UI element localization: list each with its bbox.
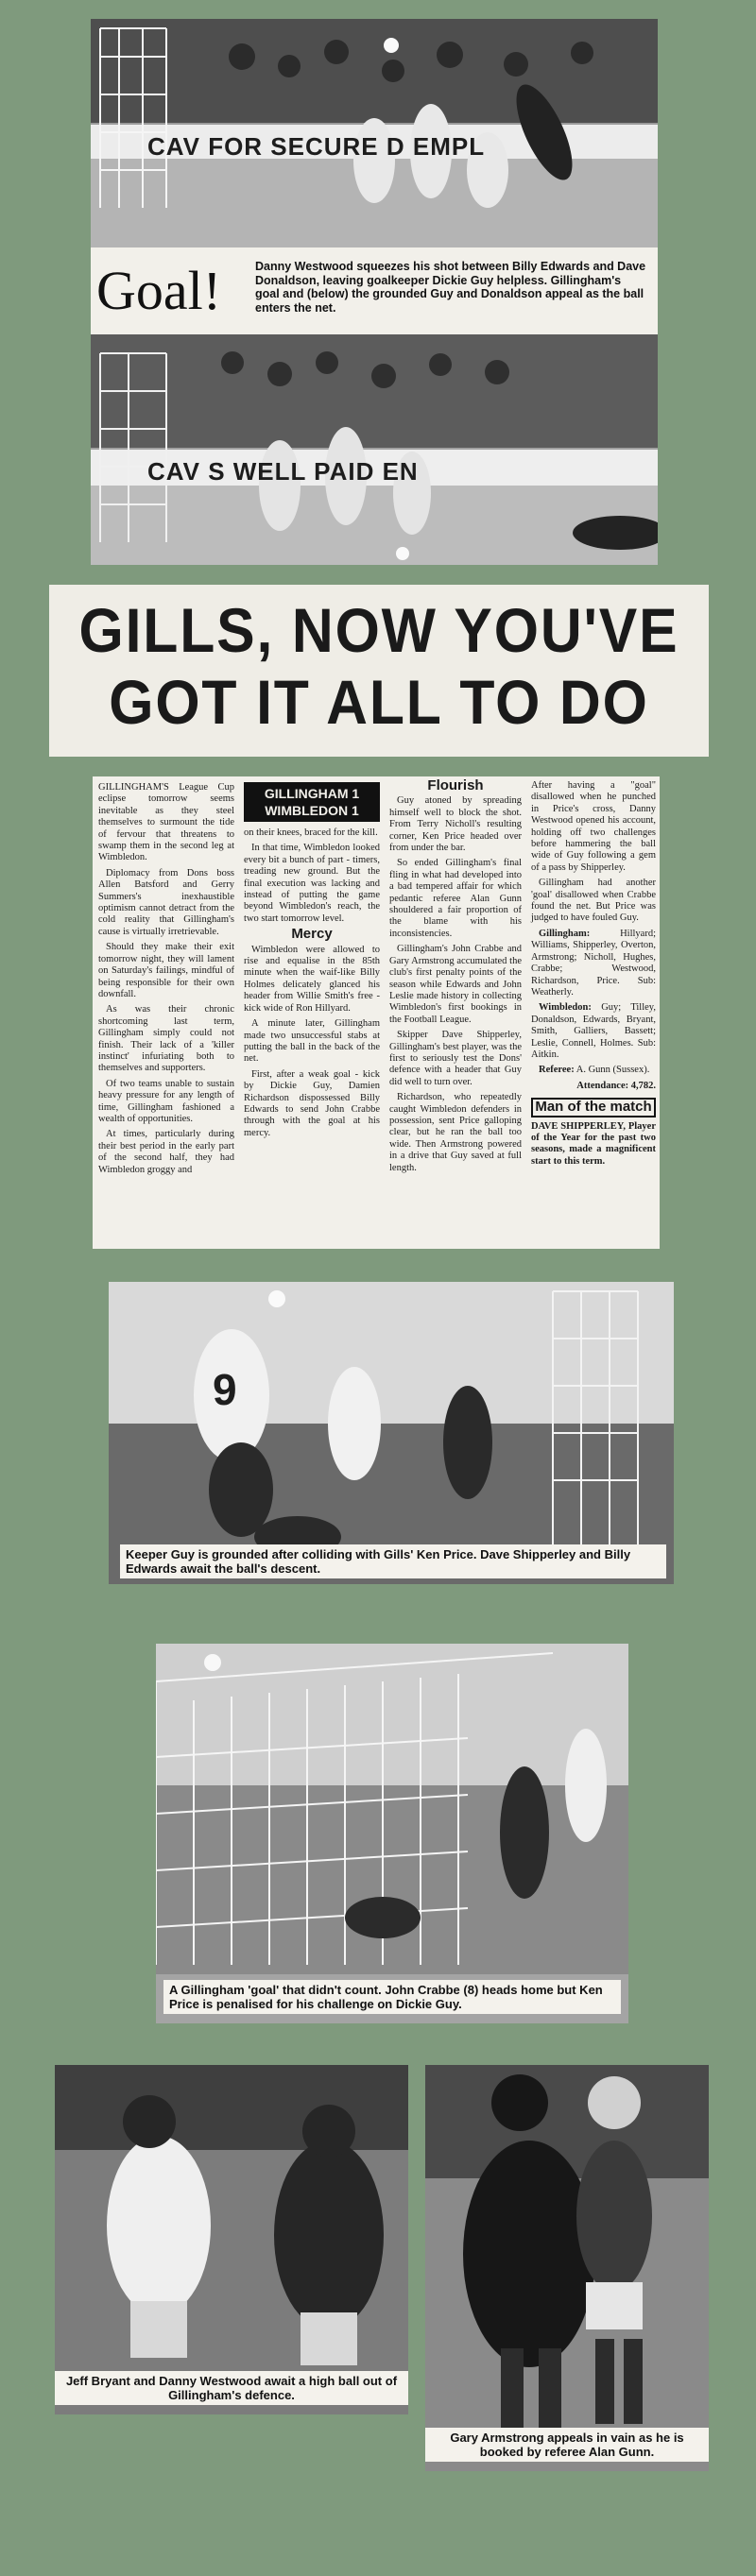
article-paragraph: on their knees, braced for the kill. bbox=[244, 827, 378, 838]
article-column-4 bbox=[531, 780, 656, 1171]
photo-goal-1 bbox=[91, 19, 658, 247]
goal-caption-block bbox=[91, 247, 658, 334]
team-label: Gillingham: bbox=[539, 928, 591, 939]
article-paragraph: Gillingham had another 'goal' disallowed when Crabbe found the net. But Price was judged to have fouled Guy. bbox=[531, 878, 656, 924]
article-paragraph: Skipper Dave Shipperley, Gillingham's best player, was the first to seriously test the Dons' defence with a header that Guy did well to turn over. bbox=[389, 1030, 522, 1087]
team-text: Hillyard; Williams, Shipperley, Overton, Armstrong; Nicholl, Hughes, Crabbe; Westwood, Richardson, Price. Sub: Weatherly. bbox=[531, 928, 656, 998]
article-paragraph: Should they make their exit tomorrow night, they will lament on Saturday's failings, mindful of being responsible for their own downfall. bbox=[98, 942, 234, 999]
article-paragraph: As was their chronic shortcoming last term, Gillingham simply could not finish. Their lack of a 'killer instinct' infuriating both to themselves and supporters. bbox=[98, 1004, 234, 1074]
referee-line bbox=[531, 1065, 656, 1076]
subhead-flourish: Flourish bbox=[427, 777, 484, 793]
photo-armstrong-booked bbox=[425, 2065, 709, 2471]
photo5-caption: Jeff Bryant and Danny Westwood await a high ball out of Gillingham's defence. bbox=[55, 2371, 408, 2405]
svg-text:9: 9 bbox=[213, 1365, 237, 1414]
photo-bryant-westwood bbox=[55, 2065, 408, 2414]
team-line-gillingham bbox=[531, 929, 656, 998]
article-paragraph: First, after a weak goal - kick by Dickie Guy, Damien Richardson dispossessed Billy Edwards to send John Crabbe through with the goal at his mercy. bbox=[244, 1068, 380, 1138]
article-paragraph: After having a "goal" disallowed when he punched in Price's cross, Danny Westwood opened his account, holding off two challenges before hammering the ball wide of Guy following a gem of a pass by Shipperley. bbox=[531, 780, 656, 873]
score-line-home: GILLINGHAM 1 bbox=[264, 786, 360, 801]
score-line-away: WIMBLEDON 1 bbox=[265, 803, 359, 818]
photo4-caption: A Gillingham 'goal' that didn't count. John Crabbe (8) heads home but Ken Price is penalised for his challenge on Dickie Guy. bbox=[163, 1980, 621, 2014]
article-paragraph: Gillingham's John Crabbe and Gary Armstrong accumulated the club's first penalty points of the season while Edwards and John Leslie made history in collecting Wimbledon's first bookings in the Football League. bbox=[389, 944, 522, 1025]
photo3-caption: Keeper Guy is grounded after colliding with Gills' Ken Price. Dave Shipperley and Billy Edwards await the ball's descent. bbox=[120, 1544, 666, 1578]
article-paragraph: Wimbledon were allowed to rise and equalise in the 85th minute when the waif-like Billy Holmes delicately glanced his header from Willie Smith's free - kick wide of Ron Hillyard. bbox=[244, 944, 380, 1014]
article-paragraph: A minute later, Gillingham made two unsuccessful stabs at putting the ball in the back of the net. bbox=[244, 1018, 380, 1065]
headline-box bbox=[49, 585, 709, 757]
goal-caption: Danny Westwood squeezes his shot between Billy Edwards and Dave Donaldson, leaving goalkeeper Dickie Guy helpless. Gillingham's goal and (below) the grounded Guy and Donaldson appeal as the ball enters the net. bbox=[255, 260, 646, 315]
article-column-2 bbox=[244, 782, 380, 1143]
hoarding-text-1: CAV FOR SECURE D EMPL bbox=[147, 132, 486, 161]
headline-line-2: GOT IT ALL TO DO bbox=[76, 666, 682, 738]
article-paragraph: Of two teams unable to sustain heavy pressure for any length of time, Gillingham fashioned a wealth of opportunities. bbox=[98, 1078, 234, 1124]
photo6-caption: Gary Armstrong appeals in vain as he is booked by referee Alan Gunn. bbox=[425, 2428, 709, 2462]
article-paragraph: Guy atoned by spreading himself well to block the shot. From Terry Nicholl's resulting corner, Ken Price headed over from under the bar. bbox=[389, 795, 522, 854]
team-line-wimbledon bbox=[531, 1002, 656, 1061]
referee-text: A. Gunn (Sussex). bbox=[576, 1065, 650, 1076]
team-label: Wimbledon: bbox=[539, 1002, 592, 1014]
article-column-1 bbox=[98, 782, 234, 1180]
article-paragraph: Richardson, who repeatedly caught Wimbledon defenders in possession, sent Price galloping clear, but he ran the ball too wide. Then Armstrong powered in a drive that Guy saved at full length. bbox=[389, 1092, 522, 1173]
goal-word: Goal! bbox=[96, 260, 222, 321]
referee-label: Referee: bbox=[539, 1065, 575, 1076]
article-paragraph: In that time, Wimbledon looked every bit a bunch of part - timers, treading new ground. But the final execution was lacking and instead of putting the game beyond Wimbledon's reach, the two start tomorrow level. bbox=[244, 843, 380, 924]
score-box bbox=[244, 782, 380, 822]
man-of-the-match-text: DAVE SHIPPERLEY, Player of the Year for the past two seasons, made a magnificent start to this term. bbox=[531, 1120, 656, 1167]
subhead-mercy: Mercy bbox=[291, 926, 333, 943]
attendance: Attendance: 4,782. bbox=[576, 1080, 656, 1091]
photo-goal-2 bbox=[91, 334, 658, 565]
man-of-the-match-box: Man of the match bbox=[531, 1098, 656, 1117]
article-paragraph: GILLINGHAM'S League Cup eclipse tomorrow seems inevitable as they steel themselves to surmount the tide of fervour that threatens to swamp them in the second leg at Wimbledon. bbox=[98, 782, 234, 863]
headline-line-1: GILLS, NOW YOU'VE bbox=[76, 594, 682, 666]
photo-keeper-grounded bbox=[109, 1282, 674, 1584]
team-text: Guy; Tilley, Donaldson, Edwards, Bryant, Smith, Galliers, Bassett; Leslie, Connell, Holmes. Sub: Aitkin. bbox=[531, 1002, 656, 1060]
article-column-3-text bbox=[389, 777, 522, 1178]
hoarding-text-2: CAV S WELL PAID EN bbox=[147, 457, 419, 486]
article-paragraph: So ended Gillingham's final fling in what had developed into a bad tempered affair for which pedantic referee Alan Gunn shouldered a fair proportion of the blame with his inconsistencies. bbox=[389, 858, 522, 939]
article-paragraph: Diplomacy from Dons boss Allen Batsford and Gerry Summers's inexhaustible optimism cannot detract from the cold reality that Gillingham's cause is virtually irretrievable. bbox=[98, 867, 234, 937]
article-paragraph: At times, particularly during their best period in the early part of the second half, they had Wimbledon groggy and bbox=[98, 1129, 234, 1175]
photo-disallowed-goal bbox=[156, 1644, 628, 2023]
